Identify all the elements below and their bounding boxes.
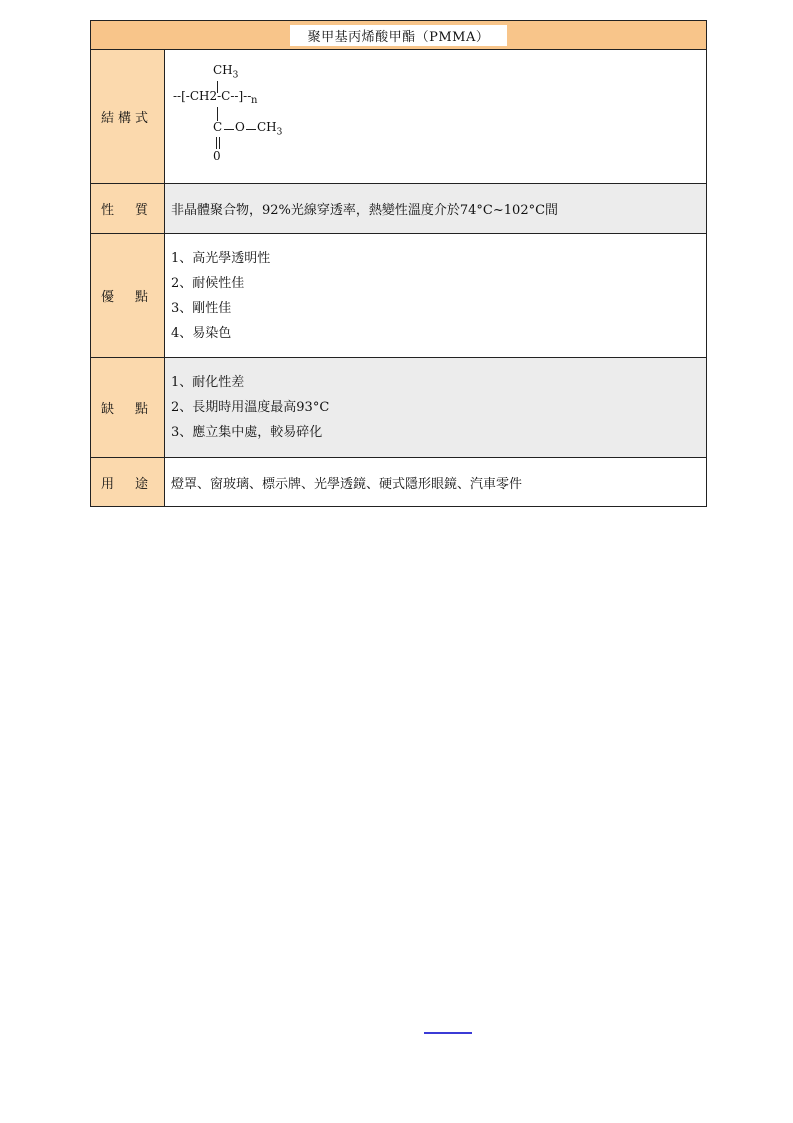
formula-bottom-o: 0	[213, 148, 221, 163]
uses-text: 燈罩、窗玻璃、標示牌、光學透鏡、硬式隱形眼鏡、汽車零件	[165, 458, 707, 507]
bond-lower	[217, 107, 218, 121]
row-properties	[91, 184, 707, 234]
table-title: 聚甲基丙烯酸甲酯（PMMA）	[290, 25, 508, 46]
double-bond-1	[216, 137, 217, 149]
label-advantages: 優 點	[91, 234, 165, 358]
list-item: 3、應立集中處，較易碎化	[171, 425, 323, 440]
properties-text: 非晶體聚合物，92%光線穿透率，熱變性溫度介於74°C~102°C間	[165, 184, 707, 234]
row-uses	[91, 458, 707, 507]
structure-cell	[165, 50, 707, 184]
label-uses: 用 途	[91, 458, 165, 507]
formula-oxygen: O	[235, 119, 245, 134]
bond-c-o	[224, 129, 234, 130]
list-item: 3、剛性佳	[171, 300, 232, 316]
advantages-cell	[165, 234, 707, 358]
list-item: 1、耐化性差	[171, 375, 245, 390]
formula-ch3-top: $CH_3$	[213, 62, 239, 80]
hyperlink-underline[interactable]	[424, 1032, 472, 1034]
structural-formula	[171, 61, 371, 173]
bond-o-ch3	[246, 129, 256, 130]
formula-chain: --[-CH2-C--]--	[173, 88, 252, 103]
row-advantages	[91, 234, 707, 358]
formula-n: n	[251, 94, 258, 106]
list-item: 4、易染色	[171, 325, 232, 341]
disadvantages-cell	[165, 358, 707, 458]
row-disadvantages	[91, 358, 707, 458]
title-cell	[91, 21, 707, 50]
pmma-table	[90, 20, 707, 507]
formula-ch3-right: $CH_3$	[257, 119, 283, 137]
list-item: 2、長期時用溫度最高93°C	[171, 400, 330, 415]
list-item: 1、高光學透明性	[171, 250, 271, 266]
label-disadvantages: 缺 點	[91, 358, 165, 458]
title-row	[91, 21, 707, 50]
label-properties: 性 質	[91, 184, 165, 234]
row-structure	[91, 50, 707, 184]
list-item: 2、耐候性佳	[171, 275, 245, 291]
label-structure: 結構式	[91, 50, 165, 184]
double-bond-2	[219, 137, 220, 149]
formula-carbon: C	[213, 119, 223, 134]
